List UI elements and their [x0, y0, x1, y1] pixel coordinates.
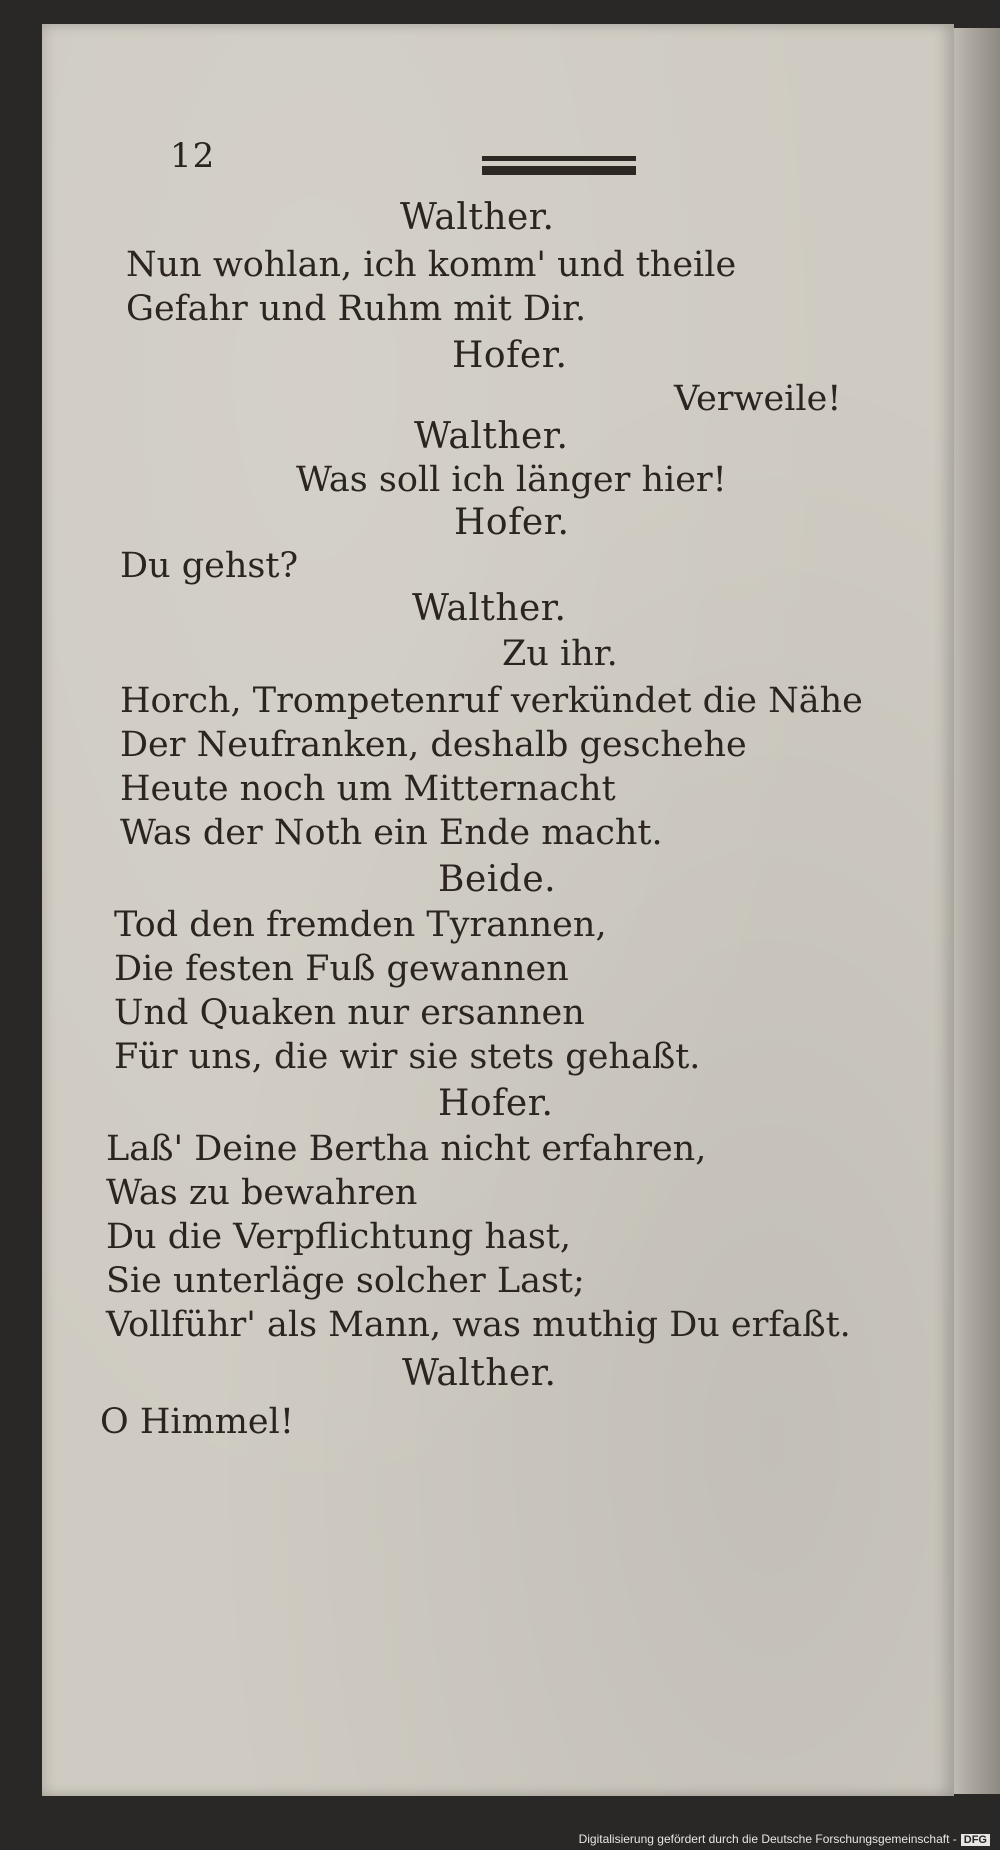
dfg-logo: DFG	[961, 1834, 990, 1846]
verse-line: Was der Noth ein Ende macht.	[120, 813, 663, 853]
verse-line: Tod den fremden Tyrannen,	[114, 905, 607, 945]
speaker-walther: Walther.	[414, 416, 569, 457]
verse-line: Sie unterläge solcher Last;	[106, 1261, 585, 1301]
speaker-hofer: Hofer.	[438, 1083, 554, 1124]
speaker-walther: Walther.	[400, 197, 555, 238]
verse-line: Laß' Deine Bertha nicht erfahren,	[106, 1129, 707, 1169]
verse-line: Vollführ' als Mann, was muthig Du erfaßt.	[106, 1305, 851, 1345]
verse-line: Was soll ich länger hier!	[296, 460, 727, 500]
speaker-hofer: Hofer.	[452, 335, 568, 376]
verse-line: Der Neufranken, deshalb geschehe	[120, 725, 747, 765]
speaker-walther: Walther.	[402, 1353, 557, 1394]
verse-line: O Himmel!	[100, 1402, 294, 1442]
verse-line: Gefahr und Ruhm mit Dir.	[126, 289, 587, 329]
verse-line: Und Quaken nur ersannen	[114, 993, 585, 1033]
digitization-credit	[579, 1832, 990, 1846]
header-rule-thin	[482, 156, 636, 161]
verse-line: Verweile!	[674, 379, 842, 419]
verse-line: Du gehst?	[120, 546, 299, 586]
verse-line: Die festen Fuß gewannen	[114, 949, 569, 989]
verse-line: Nun wohlan, ich komm' und theile	[126, 245, 737, 285]
speaker-beide: Beide.	[438, 859, 557, 900]
next-page-edge	[954, 28, 1000, 1794]
page-number: 12	[170, 136, 216, 176]
verse-line: Horch, Trompetenruf verkündet die Nähe	[120, 681, 863, 721]
verse-line: Für uns, die wir sie stets gehaßt.	[114, 1037, 701, 1077]
header-rule	[482, 156, 636, 178]
verse-line: Du die Verpflichtung hast,	[106, 1217, 571, 1257]
header-rule-thick	[482, 166, 636, 175]
book-page	[42, 24, 954, 1796]
speaker-walther: Walther.	[412, 588, 567, 629]
stage-direction: Zu ihr.	[502, 634, 618, 674]
verse-line: Was zu bewahren	[106, 1173, 418, 1213]
verse-line: Heute noch um Mitternacht	[120, 769, 616, 809]
speaker-hofer: Hofer.	[454, 502, 570, 543]
credit-text: Digitalisierung gefördert durch die Deutsche Forschungsgemeinschaft -	[578, 1832, 957, 1846]
